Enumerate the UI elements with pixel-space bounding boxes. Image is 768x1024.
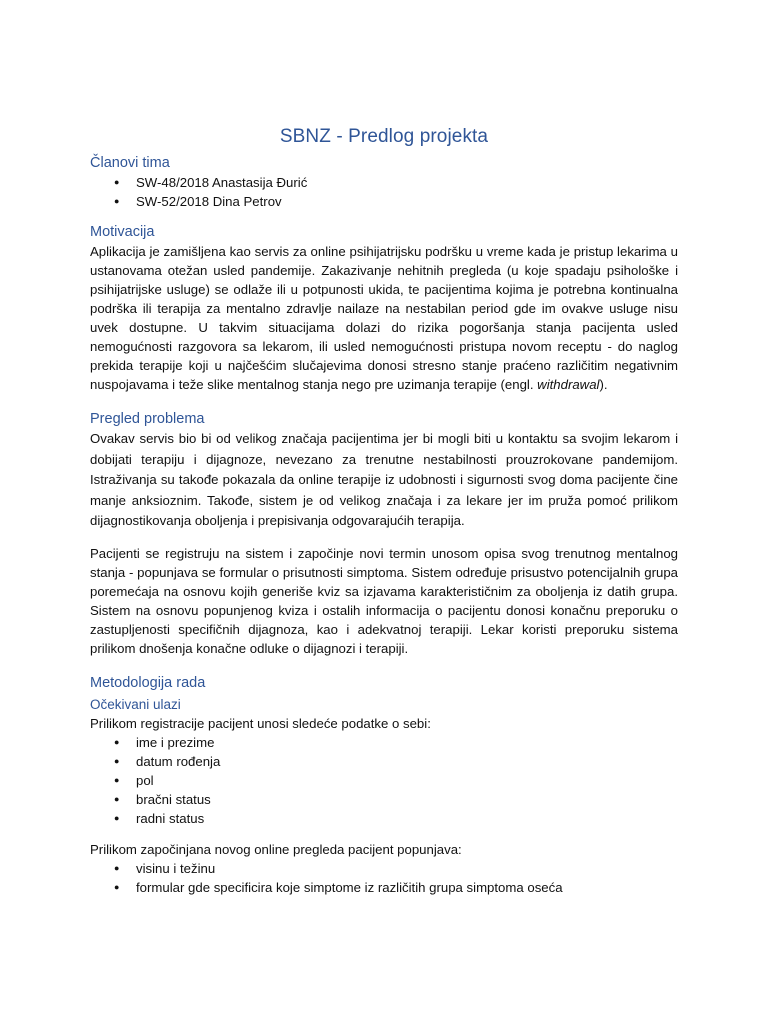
problem-paragraph-2: Pacijenti se registruju na sistem i započinje novi termin unosom opisa svog trenutnog mentalnog stanja - popunjava se formular o prisutnosti simptoma. Sistem određuje prisustvo potencijalnih grupa poremećaja na osnovu kojih generiše kviz sa izjavama karakterističnim za oboljenja iz datih grupa. Sistem na osnovu popunjenog kviza i ostalih informacija o pacijentu donosi konačnu preporuku o zastupljenosti specifičnih dijagnoza, kao i adekvatnoj terapiji. Lekar koristi preporuku sistema prilikom dnošenja konačne odluke o dijagnozi i terapiji. <box>90 545 678 656</box>
list-item: ● bračni status <box>136 790 678 809</box>
exam-list <box>90 859 678 897</box>
motivation-paragraph: Aplikacija je zamišljena kao servis za online psihijatrijsku podršku u vreme kada je pristup lekarima u ustanovama otežan usled pandemije. Zakazivanje nehitnih pregleda (u koje spadaju psihološke i psihijatrijske usluge) se odlaže ili u potpunosti ukida, te pacijentima kojima je potrebna kontinualna podrška ili terapija za mentalno zdravlje nailaze na nestabilan period gde im ovakve usluge nisu uvek dostupne. U takvim situacijama dolazi do rizika pogoršanja stanja pacijenta usled nemogućnosti razgovora sa lekarom, ili usled nemogućnosti pristupa novom receptu - do naglog prekida terapije koji u najčešćim slučajevima donosi stresno stanje praćeno različitim negativnim nuspojavama i teže slike mentalnog stanja nego pre uzimanja terapije (engl. withdrawal). <box>90 244 678 392</box>
list-item: ● formular gde specificira koje simptome iz različitih grupa simptoma oseća <box>136 878 678 897</box>
list-item: ● radni status <box>136 809 678 828</box>
members-list <box>90 173 678 211</box>
problem-paragraph-1: Ovakav servis bio bi od velikog značaja pacijentima jer bi mogli biti u kontaktu sa svojim lekarom i dobijati terapiju i dijagnoze, nevezano za trenutne nestabilnosti prouzrokovane pandemijom. Istraživanja su takođe pokazala da online terapije iz udobnosti i sigurnosti svog doma pacijente čine manje anksioznim. Takođe, sistem je od velikog značaja i za lekare jer im pruža pomoć prilikom dijagnostikovanja oboljenja i prepisivanja odgovarajućih terapija. <box>90 431 678 528</box>
section-heading-members: Članovi tima <box>90 155 170 171</box>
list-item: ● ime i prezime <box>136 733 678 752</box>
document-title: SBNZ - Predlog projekta <box>279 126 489 147</box>
document-body <box>90 126 678 897</box>
subsection-heading-inputs: Očekivani ulazi <box>90 696 181 712</box>
list-item: ● pol <box>136 771 678 790</box>
section-heading-motivation: Motivacija <box>90 224 155 240</box>
list-item: ● SW-48/2018 Anastasija Đurić <box>136 173 678 192</box>
list-item: ● datum rođenja <box>136 752 678 771</box>
section-heading-methodology: Metodologija rada <box>90 674 206 691</box>
list-item: ● visinu i težinu <box>136 859 678 878</box>
registration-intro: Prilikom registracije pacijent unosi sledeće podatke o sebi: <box>90 715 431 731</box>
italic-term: withdrawal <box>537 377 600 392</box>
exam-intro: Prilikom započinjana novog online pregleda pacijent popunjava: <box>90 841 462 857</box>
registration-list <box>90 733 678 828</box>
section-heading-problem: Pregled problema <box>90 411 205 427</box>
list-item: ● SW-52/2018 Dina Petrov <box>136 192 678 211</box>
